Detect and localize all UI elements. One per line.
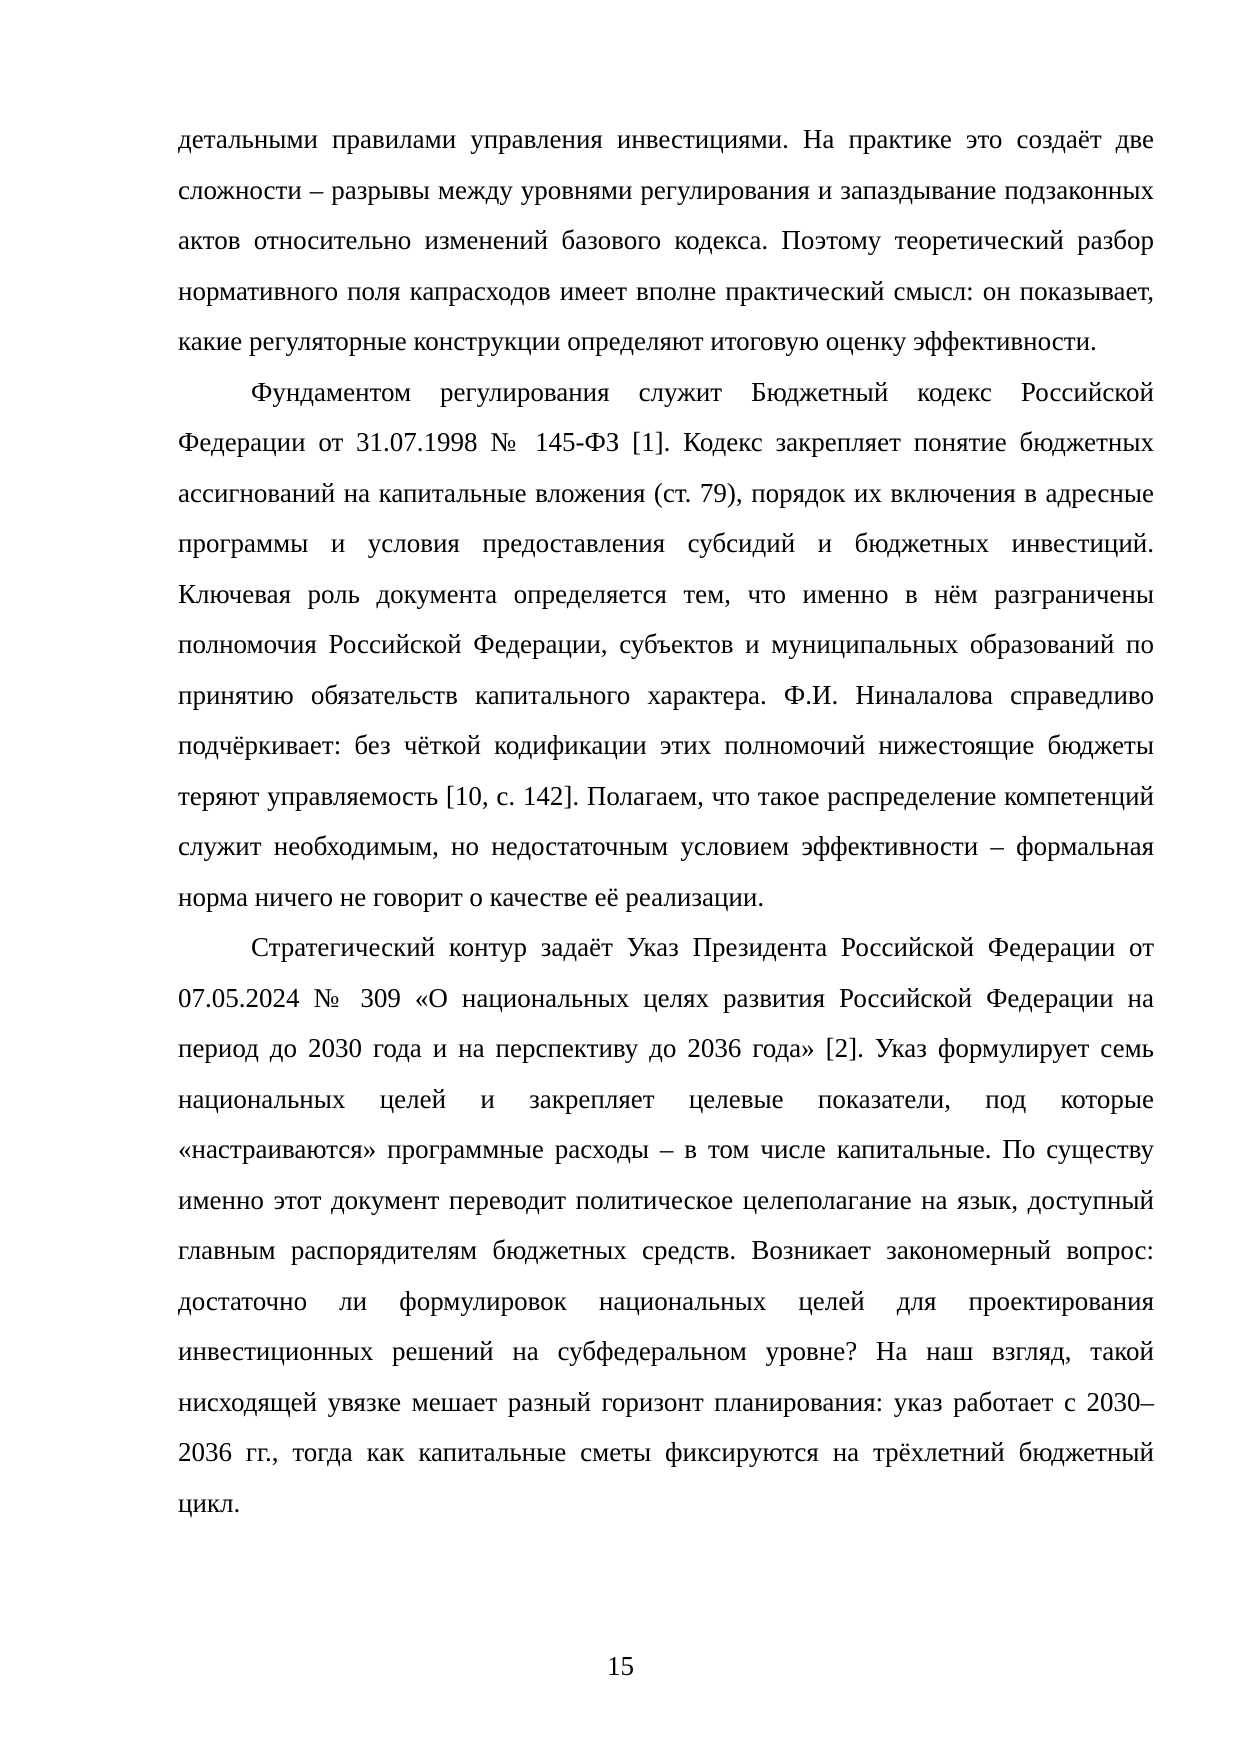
paragraph-presidential-decree: Стратегический контур задаёт Указ Президента Российской Федерации от 07.05.2024 № 309 «О национальных целях развития Российской Федерации на период до 2030 года и на перспективу до 2036 года» [2]. Указ формулирует семь национальных целей и закрепляет целевые показатели, под которые «настраиваются» программные расходы – в том числе капитальные. По существу именно этот документ переводит политическое целеполагание на язык, доступный главным распорядителям бюджетных средств. Возникает закономерный вопрос: достаточно ли формулировок национальных целей для проектирования инвестиционных решений на субфедеральном уровне? На наш взгляд, такой нисходящей увязке мешает разный горизонт планирования: указ работает с 2030–2036 гг., тогда как капитальные сметы фиксируются на трёхлетний бюджетный цикл.	[178, 932, 1154, 1518]
page-number: 15	[607, 1651, 634, 1681]
paragraph-continuation: детальными правилами управления инвестициями. На практике это создаёт две сложности – разрывы между уровнями регулирования и запаздывание подзаконных актов относительно изменений базового кодекса. Поэтому теоретический разбор нормативного поля капрасходов имеет вполне практический смысл: он показывает, какие регуляторные конструкции определяют итоговую оценку эффективности.	[178, 124, 1154, 356]
paragraph-budget-code: Фундаментом регулирования служит Бюджетный кодекс Российской Федерации от 31.07.1998 № 145-ФЗ [1]. Кодекс закрепляет понятие бюджетных ассигнований на капитальные вложения (ст. 79), порядок их включения в адресные программы и условия предоставления субсидий и бюджетных инвестиций. Ключевая роль документа определяется тем, что именно в нём разграничены полномочия Российской Федерации, субъектов и муниципальных образований по принятию обязательств капитального характера. Ф.И. Ниналалова справедливо подчёркивает: без чёткой кодификации этих полномочий нижестоящие бюджеты теряют управляемость [10, с. 142]. Полагаем, что такое распределение компетенций служит необходимым, но недостаточным условием эффективности – формальная норма ничего не говорит о качестве её реализации.	[178, 376, 1154, 912]
body-text	[178, 114, 1154, 1528]
